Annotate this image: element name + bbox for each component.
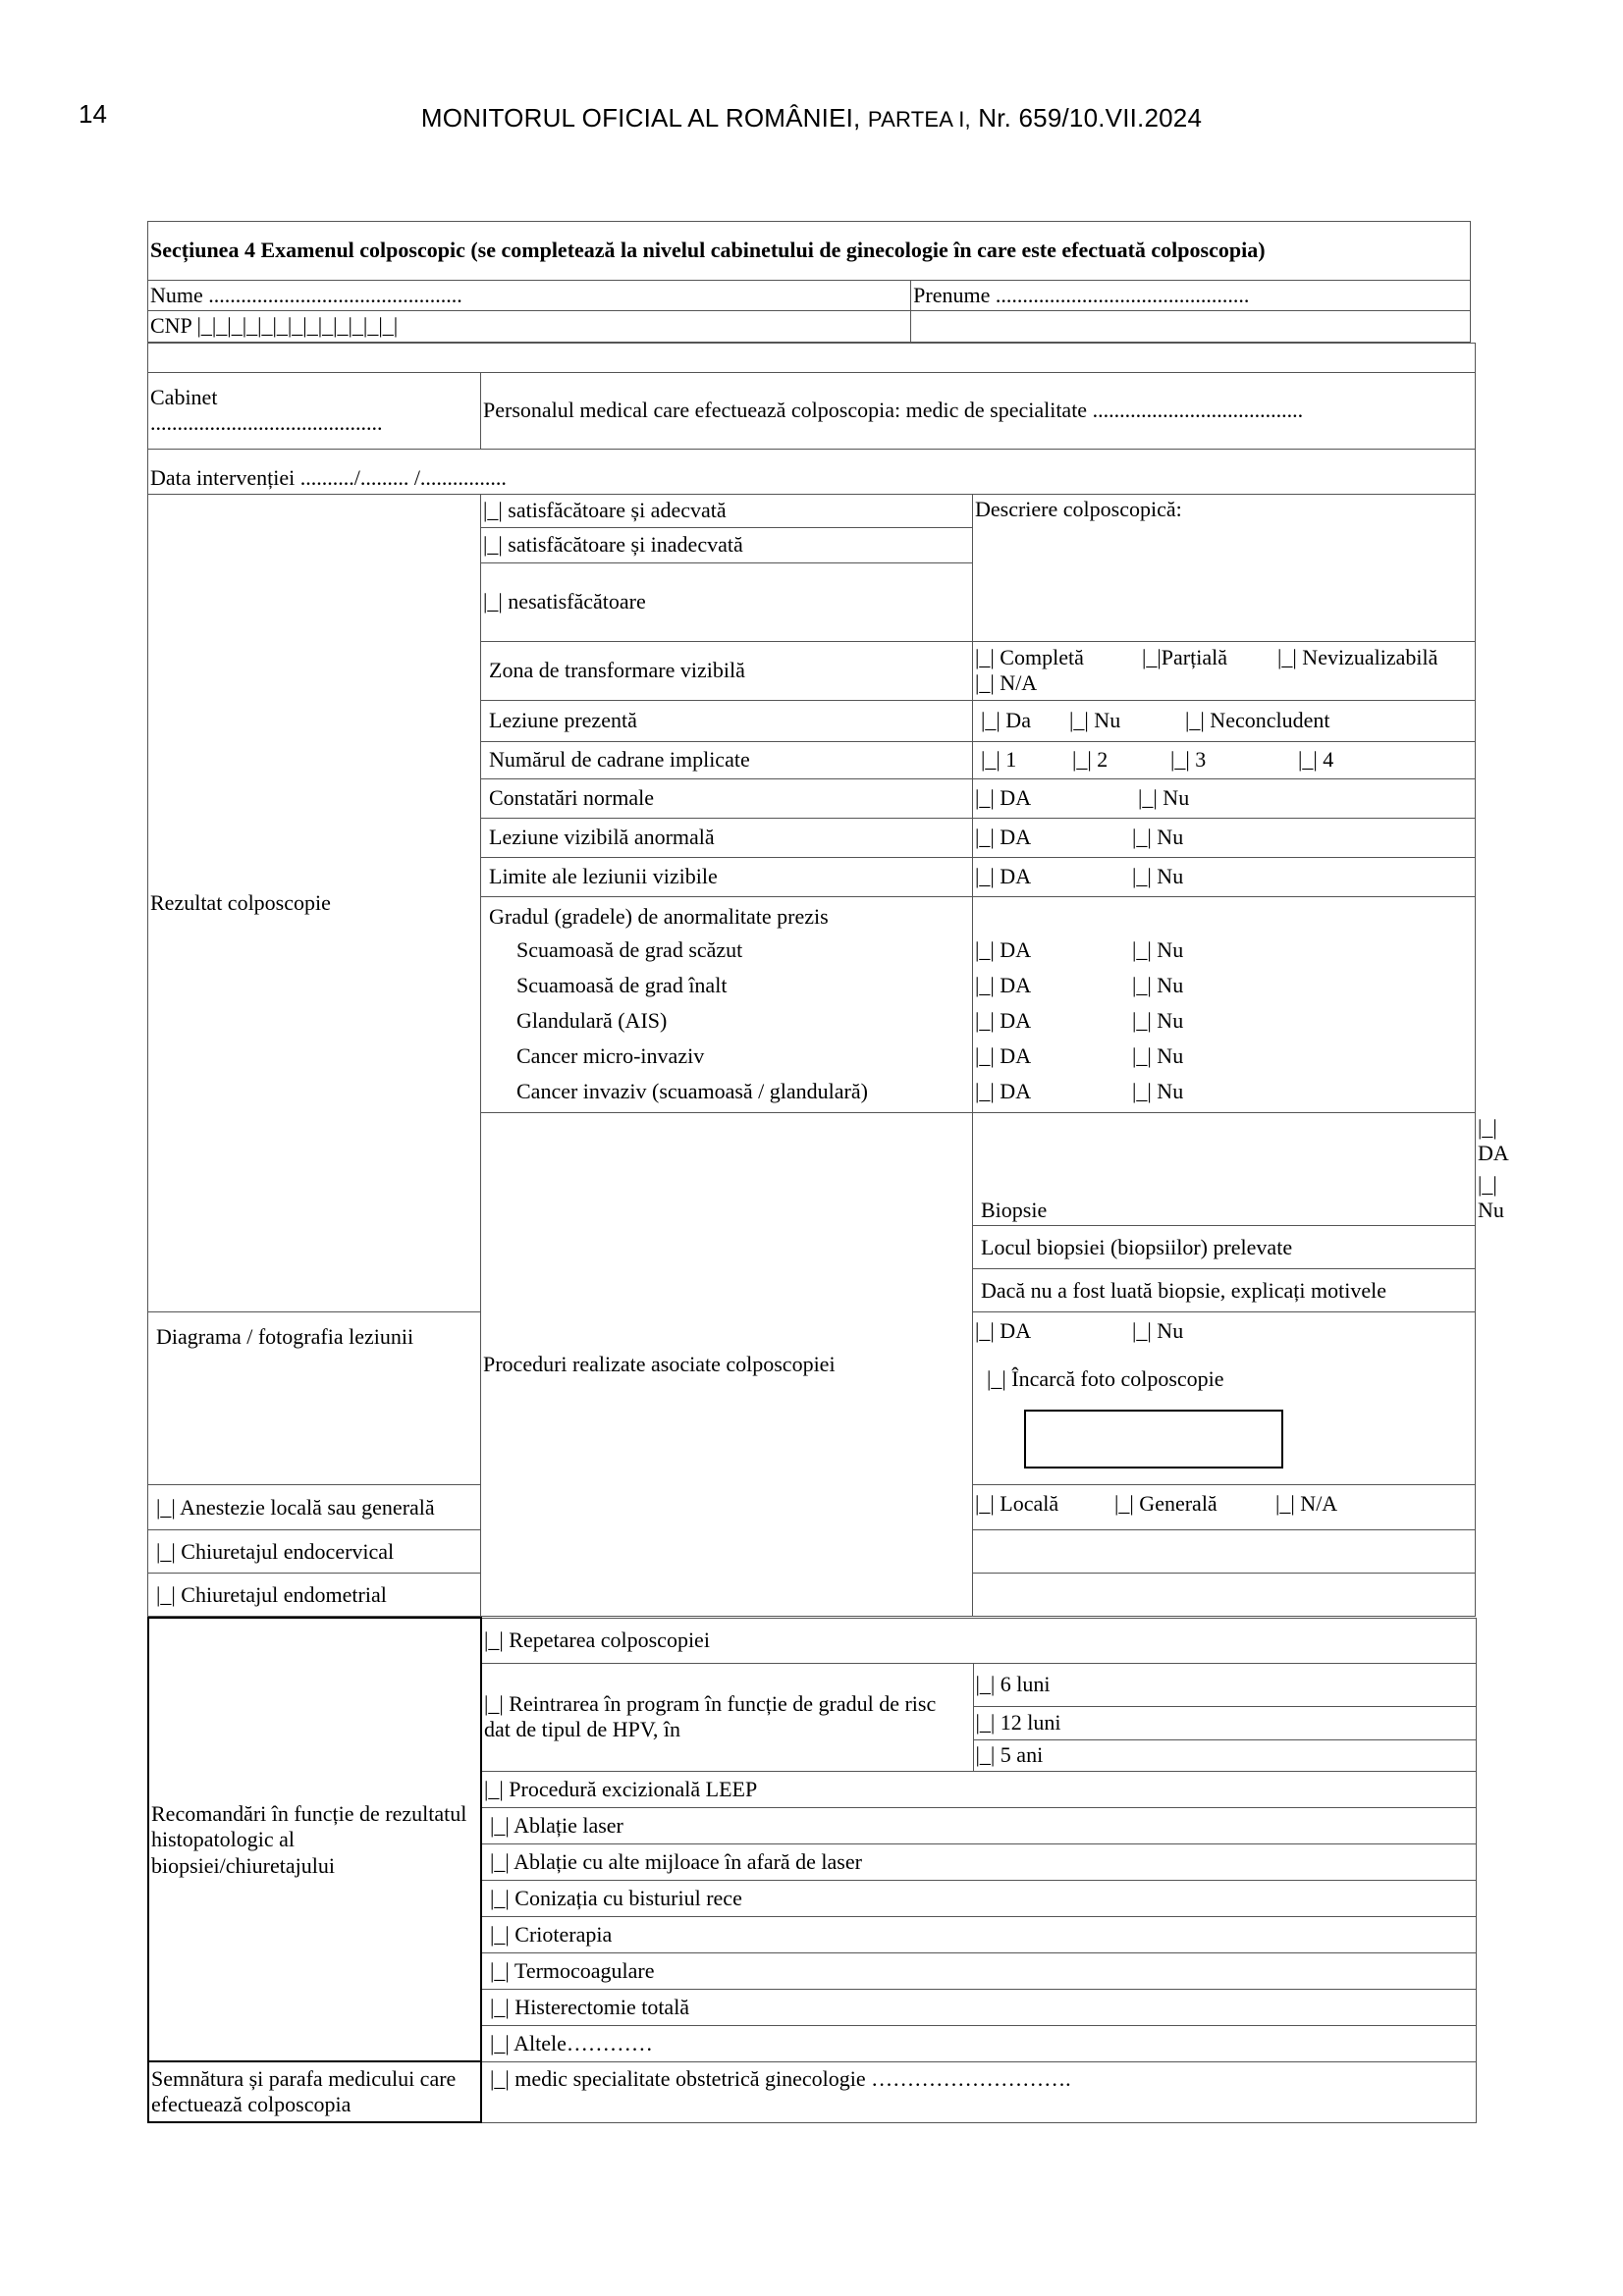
page-number: 14 [79, 99, 107, 129]
limite-da[interactable]: |_| DA [975, 864, 1032, 889]
cadrane-4[interactable]: |_| 4 [1298, 747, 1334, 773]
gradul-options [973, 896, 1476, 1112]
semnatura-field[interactable]: |_| medic specialitate obstetrică ginecologie ………………………. [481, 2061, 1476, 2122]
ablatie-laser[interactable]: |_| Ablație laser [481, 1807, 1476, 1843]
zona-label: Zona de transformare vizibilă [481, 641, 973, 700]
constatari-da[interactable]: |_| DA [975, 785, 1032, 811]
opt-satisfacatoare-inadecvata[interactable]: |_| satisfăcătoare și inadecvată [481, 527, 973, 562]
colposcopy-form [147, 221, 1509, 2123]
leziune-anormala-options [973, 818, 1476, 857]
zona-na[interactable]: |_| N/A [975, 670, 1038, 696]
cadrane-options [973, 741, 1476, 778]
biopsie-label: Biopsie [973, 1112, 1476, 1226]
empty-cell [911, 311, 1471, 342]
gradul-item: Scuamoasă de grad scăzut [516, 936, 743, 962]
semnatura-label: Semnătura și parafa medicului care efectuează colposcopia [148, 2061, 481, 2122]
daca-nu-label: Dacă nu a fost luată biopsie, explicați motivele [973, 1269, 1476, 1312]
locul-biopsiei-label: Locul biopsiei (biopsiilor) prelevate [973, 1226, 1476, 1269]
diagrama-nu[interactable]: |_| Nu [1132, 1318, 1184, 1344]
diagrama-options [973, 1312, 1476, 1485]
descriere-colposcopica[interactable]: Descriere colposcopică: [973, 494, 1476, 641]
chiuretaj-endometrial[interactable]: |_| Chiuretajul endometrial [148, 1574, 481, 1617]
gradul-nu[interactable]: |_| Nu [1132, 1007, 1184, 1033]
prenume-field[interactable]: Prenume ............................................... [911, 281, 1471, 311]
photo-upload-box[interactable] [1024, 1410, 1283, 1468]
opt-nesatisfacatoare[interactable]: |_| nesatisfăcătoare [481, 562, 973, 641]
gradul-nu[interactable]: |_| Nu [1132, 1078, 1184, 1103]
gradul-da[interactable]: |_| DA [975, 1007, 1032, 1033]
leziune-prezenta-label: Leziune prezentă [481, 700, 973, 741]
reintrarea-label[interactable]: |_| Reintrarea în program în funcție de gradul de risc dat de tipul de HPV, în [481, 1663, 973, 1771]
section-title: Secțiunea 4 Examenul colposcopic (se completează la nivelul cabinetului de ginecologie în care este efectuată colposcopia) [148, 222, 1471, 281]
chiuretaj-endometrial-field[interactable] [973, 1574, 1476, 1617]
nume-field[interactable]: Nume ............................................... [148, 281, 911, 311]
anestezie-label[interactable]: |_| Anestezie locală sau generală [148, 1485, 481, 1530]
leziune-da[interactable]: |_| Da [981, 708, 1031, 733]
crioterapia[interactable]: |_| Crioterapia [481, 1916, 1476, 1952]
limite-leziunii-label: Limite ale leziunii vizibile [481, 857, 973, 896]
limite-nu[interactable]: |_| Nu [1132, 864, 1184, 889]
zona-nevizualizabila[interactable]: |_| Nevizualizabilă [1277, 644, 1438, 669]
zona-options [973, 641, 1476, 700]
anestezie-generala[interactable]: |_| Generală [1114, 1491, 1217, 1517]
gradul-item: Glandulară (AIS) [516, 1007, 668, 1033]
diagrama-label: Diagrama / fotografia leziunii [148, 1312, 481, 1485]
gradul-da[interactable]: |_| DA [975, 972, 1032, 997]
rezultat-label: Rezultat colposcopie [148, 494, 481, 1312]
recomandari-table [147, 1617, 1477, 2123]
conizatia[interactable]: |_| Conizația cu bisturiul rece [481, 1880, 1476, 1916]
cnp-field[interactable]: CNP |_|_|_|_|_|_|_|_|_|_|_|_|_| [148, 311, 911, 342]
publication-title: MONITORUL OFICIAL AL ROMÂNIEI, PARTEA I, Nr. 659/10.VII.2024 [420, 103, 1203, 133]
leziune-anormala-label: Leziune vizibilă anormală [481, 818, 973, 857]
anormala-da[interactable]: |_| DA [975, 825, 1032, 850]
gradul-nu[interactable]: |_| Nu [1132, 1042, 1184, 1068]
constatari-nu[interactable]: |_| Nu [1138, 785, 1190, 811]
cadrane-2[interactable]: |_| 2 [1072, 747, 1109, 773]
anestezie-na[interactable]: |_| N/A [1275, 1491, 1338, 1517]
gradul-da[interactable]: |_| DA [975, 936, 1032, 962]
cabinet-cell[interactable]: Cabinet ........................................... [148, 372, 481, 449]
gradul-nu[interactable]: |_| Nu [1132, 936, 1184, 962]
termocoagulare[interactable]: |_| Termocoagulare [481, 1952, 1476, 1989]
gradul-nu[interactable]: |_| Nu [1132, 972, 1184, 997]
leziune-neconcludent[interactable]: |_| Neconcludent [1185, 708, 1330, 733]
ablatie-alte-mijloace[interactable]: |_| Ablație cu alte mijloace în afară de laser [481, 1843, 1476, 1880]
procedura-leep[interactable]: |_| Procedură excizională LEEP [481, 1771, 1476, 1807]
spacer-row [148, 343, 1476, 372]
limite-leziunii-options [973, 857, 1476, 896]
gradul-item: Cancer micro-invaziv [516, 1042, 705, 1068]
chiuretaj-endocervical-field[interactable] [973, 1530, 1476, 1574]
data-interventiei[interactable]: Data intervenției ........../......... /................ [148, 449, 1476, 494]
altele[interactable]: |_| Altele………… [481, 2025, 1476, 2061]
histerectomie-totala[interactable]: |_| Histerectomie totală [481, 1989, 1476, 2025]
chiuretaj-endocervical[interactable]: |_| Chiuretajul endocervical [148, 1530, 481, 1574]
cadrane-1[interactable]: |_| 1 [981, 747, 1017, 773]
cadrane-3[interactable]: |_| 3 [1170, 747, 1207, 773]
form-header-table [147, 221, 1471, 343]
gradul-da[interactable]: |_| DA [975, 1078, 1032, 1103]
anestezie-locala[interactable]: |_| Locală [975, 1491, 1059, 1517]
constatari-normale-label: Constatări normale [481, 778, 973, 818]
repetarea-colposcopiei[interactable]: |_| Repetarea colposcopiei [481, 1618, 1476, 1663]
incarca-foto-option[interactable]: |_| Încarcă foto colposcopie [987, 1365, 1224, 1391]
leziune-nu[interactable]: |_| Nu [1069, 708, 1121, 733]
form-main-table: Cabinet ........................................... Personalul medical care efectuează colposcopia: medic de specialitate ....................................... Data intervenției ........../......... /................ Rezultat colposcopie |_| satisfăcătoare și adecvată Descriere colposcopică: |_| satisfăcătoare și inadecvată |_| nesatisfăcătoare Zona de transformare vizibilă |_| Completă |_|Parțială |_| Nevizualizabilă |_| N/A Leziune prezentă |_| Da |_| Nu |_| Neconcludent Numărul de cadrane implicate |_| 1 |_| 2 |_| 3 |_| 4 Constatări normale |_| DA |_| Nu Leziune vizibilă anormală |_| DA |_| Nu Limite ale leziunii vizibile |_| DA |_| Nu Gradul (gradele) de anormalitate prezis Scuamoasă de grad scăzut Scuamoasă de grad înalt Glandulară (AIS) Cancer micro-invaziv Cancer invaziv (scuamoasă / glandulară) |_| DA |_| Nu |_| DA |_| Nu |_| DA |_| Nu |_| DA |_| Nu |_| DA |_| Nu Proceduri realizate asociate colposcopiei Biopsie |_| DA |_| Nu Locul biopsiei (biopsiilor) prelevate Dacă nu a fost luată biopsie, explicați motivele Diagrama / fotografia leziunii |_| DA |_| Nu |_| Încarcă foto colposcopie |_| Anestezie locală sau generală |_| Locală |_| Generală |_| N/A |_| Chiuretajul endocervical |_| Chiuretajul endometrial [147, 343, 1476, 1618]
proceduri-label: Proceduri realizate asociate colposcopiei [481, 1112, 973, 1617]
diagrama-da[interactable]: |_| DA [975, 1318, 1032, 1344]
constatari-normale-options [973, 778, 1476, 818]
leziune-prezenta-options [973, 700, 1476, 741]
reintrarea-6-luni[interactable]: |_| 6 luni [973, 1663, 1476, 1706]
opt-satisfacatoare-adecvata[interactable]: |_| satisfăcătoare și adecvată [481, 494, 973, 527]
zona-partiala[interactable]: |_|Parțială [1142, 644, 1228, 669]
anormala-nu[interactable]: |_| Nu [1132, 825, 1184, 850]
personal-medical[interactable]: Personalul medical care efectuează colposcopia: medic de specialitate ....................................... [481, 372, 1476, 449]
gradul-item: Scuamoasă de grad înalt [516, 972, 728, 997]
gradul-label: Gradul (gradele) de anormalitate prezis [489, 903, 829, 929]
reintrarea-12-luni[interactable]: |_| 12 luni [973, 1706, 1476, 1739]
cadrane-label: Numărul de cadrane implicate [481, 741, 973, 778]
gradul-cell [481, 896, 973, 1112]
gradul-da[interactable]: |_| DA [975, 1042, 1032, 1068]
zona-completa[interactable]: |_| Completă [975, 644, 1084, 669]
recomandari-label: Recomandări în funcție de rezultatul histopatologic al biopsiei/chiuretajului [148, 1618, 481, 2061]
gradul-item: Cancer invaziv (scuamoasă / glandulară) [516, 1078, 868, 1103]
anestezie-options [973, 1485, 1476, 1530]
reintrarea-5-ani[interactable]: |_| 5 ani [973, 1739, 1476, 1771]
